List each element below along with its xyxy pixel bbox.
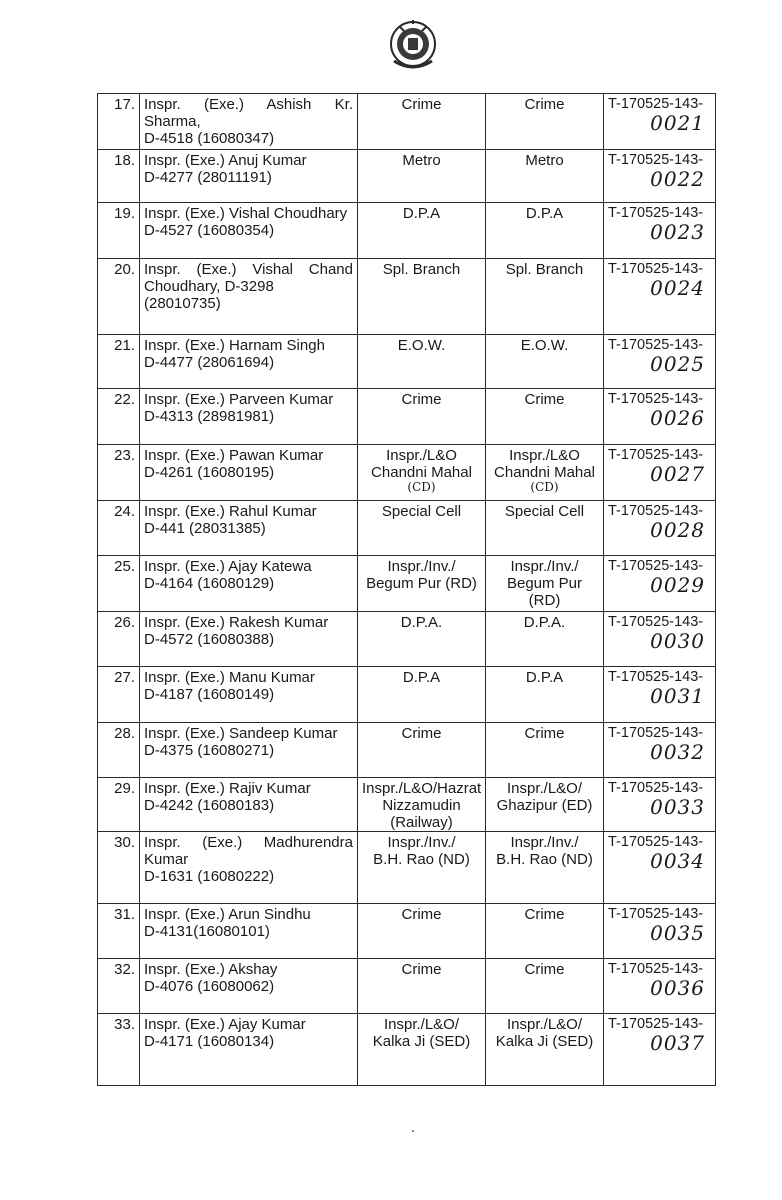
officer-id: Kumar D-1631 (16080222) <box>144 851 275 885</box>
officer-cell <box>140 778 358 832</box>
order-number-printed: T-170525-143- <box>608 503 704 519</box>
serial-number-cell: 17. <box>98 94 140 150</box>
order-number-cell <box>604 832 716 904</box>
new-posting: D.P.A <box>525 669 564 686</box>
officer-id: D-4242 (16080183) <box>144 797 275 814</box>
officer-name: Inspr. (Exe.) Madhurendra <box>144 834 353 851</box>
new-posting: D.P.A <box>525 205 564 222</box>
new-posting-cell <box>486 556 604 612</box>
officer-cell <box>140 150 358 203</box>
present-posting: Inspr./L&O/ Kalka Ji (SED) <box>372 1016 471 1050</box>
officer-name: Inspr. (Exe.) Akshay <box>144 961 278 978</box>
order-number-cell <box>604 556 716 612</box>
transfer-roster-table <box>97 93 716 1086</box>
order-number-handwritten: 0032 <box>650 740 705 764</box>
present-posting: Inspr./L&O Chandni Mahal <box>371 447 472 481</box>
serial-number-cell: 24. <box>98 501 140 556</box>
table-row <box>98 501 716 556</box>
new-posting: Crime <box>524 96 565 113</box>
officer-name: Inspr. (Exe.) Rahul Kumar <box>144 503 317 520</box>
order-number-cell <box>604 723 716 778</box>
new-posting-cell <box>486 778 604 832</box>
new-posting: Crime <box>524 725 565 742</box>
order-number-printed: T-170525-143- <box>608 780 704 796</box>
serial-number-cell: 32. <box>98 959 140 1014</box>
table-row <box>98 832 716 904</box>
order-number-handwritten: 0029 <box>650 573 705 597</box>
table-row <box>98 259 716 335</box>
present-posting: Inspr./Inv./ Begum Pur (RD) <box>366 558 477 592</box>
order-number-printed: T-170525-143- <box>608 961 704 977</box>
serial-number-cell: 22. <box>98 389 140 445</box>
officer-id: Choudhary, D-3298 (28010735) <box>144 278 274 312</box>
present-posting-cell <box>358 723 486 778</box>
order-number-printed: T-170525-143- <box>608 614 704 630</box>
new-posting-cell <box>486 904 604 959</box>
present-posting: Crime <box>401 961 442 978</box>
order-number-handwritten: 0025 <box>650 352 705 376</box>
officer-id: D-4076 (16080062) <box>144 978 275 995</box>
order-number-cell <box>604 778 716 832</box>
order-number-cell <box>604 94 716 150</box>
new-posting: Inspr./Inv./ B.H. Rao (ND) <box>496 834 593 868</box>
present-posting: Metro <box>402 152 441 169</box>
present-posting-cell <box>358 335 486 389</box>
officer-id: D-4171 (16080134) <box>144 1033 275 1050</box>
order-number-printed: T-170525-143- <box>608 96 704 112</box>
new-posting: Spl. Branch <box>505 261 584 278</box>
table-row <box>98 778 716 832</box>
serial-number-cell: 28. <box>98 723 140 778</box>
order-number-cell <box>604 501 716 556</box>
new-posting-cell <box>486 335 604 389</box>
present-posting-cell <box>358 501 486 556</box>
new-posting-cell <box>486 612 604 667</box>
table-row <box>98 959 716 1014</box>
serial-number-cell: 27. <box>98 667 140 723</box>
handwritten-note: (CD) <box>407 480 436 494</box>
present-posting-cell <box>358 612 486 667</box>
new-posting: E.O.W. <box>520 337 569 354</box>
officer-name: Inspr. (Exe.) Manu Kumar <box>144 669 315 686</box>
table-row <box>98 612 716 667</box>
officer-id: D-4131(16080101) <box>144 923 270 940</box>
officer-cell <box>140 723 358 778</box>
officer-name: Inspr. (Exe.) Rajiv Kumar <box>144 780 311 797</box>
officer-cell <box>140 959 358 1014</box>
new-posting: Inspr./Inv./ Begum Pur (RD) <box>506 558 583 609</box>
order-number-printed: T-170525-143- <box>608 391 704 407</box>
officer-id: Sharma, D-4518 (16080347) <box>144 113 275 147</box>
new-posting: Special Cell <box>504 503 585 520</box>
present-posting-cell <box>358 203 486 259</box>
table-row <box>98 389 716 445</box>
delhi-police-emblem-icon <box>384 17 442 75</box>
order-number-cell <box>604 959 716 1014</box>
officer-name: Inspr. (Exe.) Rakesh Kumar <box>144 614 329 631</box>
handwritten-note: (CD) <box>530 480 559 494</box>
officer-name: Inspr. (Exe.) Vishal Chand <box>144 261 353 278</box>
new-posting: Inspr./L&O/ Ghazipur (ED) <box>496 780 593 814</box>
officer-cell <box>140 612 358 667</box>
order-number-handwritten: 0036 <box>650 976 705 1000</box>
table-row <box>98 335 716 389</box>
order-number-cell <box>604 259 716 335</box>
present-posting: D.P.A <box>402 669 441 686</box>
new-posting-cell <box>486 501 604 556</box>
present-posting-cell <box>358 445 486 501</box>
new-posting: Inspr./L&O Chandni Mahal <box>494 447 595 481</box>
officer-cell <box>140 667 358 723</box>
new-posting-cell <box>486 259 604 335</box>
officer-cell <box>140 904 358 959</box>
table-row <box>98 94 716 150</box>
order-number-cell <box>604 203 716 259</box>
officer-cell <box>140 1014 358 1086</box>
new-posting-cell <box>486 150 604 203</box>
order-number-handwritten: 0030 <box>650 629 705 653</box>
officer-name: Inspr. (Exe.) Sandeep Kumar <box>144 725 338 742</box>
order-number-handwritten: 0026 <box>650 406 705 430</box>
new-posting: Crime <box>524 391 565 408</box>
present-posting-cell <box>358 667 486 723</box>
order-number-cell <box>604 445 716 501</box>
serial-number-cell: 31. <box>98 904 140 959</box>
order-number-cell <box>604 667 716 723</box>
order-number-printed: T-170525-143- <box>608 447 704 463</box>
order-number-handwritten: 0035 <box>650 921 705 945</box>
present-posting-cell <box>358 556 486 612</box>
new-posting-cell <box>486 667 604 723</box>
new-posting-cell <box>486 723 604 778</box>
serial-number-cell: 20. <box>98 259 140 335</box>
order-number-printed: T-170525-143- <box>608 558 704 574</box>
present-posting-cell <box>358 904 486 959</box>
serial-number-cell: 19. <box>98 203 140 259</box>
officer-id: D-4277 (28011191) <box>144 169 272 186</box>
officer-id: D-4187 (16080149) <box>144 686 275 703</box>
present-posting: D.P.A. <box>400 614 443 631</box>
present-posting-cell <box>358 778 486 832</box>
order-number-cell <box>604 150 716 203</box>
officer-cell <box>140 556 358 612</box>
new-posting: Crime <box>524 906 565 923</box>
order-number-printed: T-170525-143- <box>608 834 704 850</box>
new-posting-cell <box>486 1014 604 1086</box>
present-posting: Spl. Branch <box>382 261 461 278</box>
table-row <box>98 203 716 259</box>
officer-id: D-4477 (28061694) <box>144 354 275 371</box>
present-posting: Crime <box>401 906 442 923</box>
scan-speck <box>412 1130 414 1132</box>
order-number-handwritten: 0024 <box>650 276 705 300</box>
officer-cell <box>140 445 358 501</box>
order-number-cell <box>604 335 716 389</box>
table-row <box>98 150 716 203</box>
table-row <box>98 1014 716 1086</box>
present-posting-cell <box>358 959 486 1014</box>
order-number-printed: T-170525-143- <box>608 261 704 277</box>
officer-id: D-4313 (28981981) <box>144 408 275 425</box>
officer-id: D-4527 (16080354) <box>144 222 275 239</box>
present-posting-cell <box>358 832 486 904</box>
serial-number-cell: 26. <box>98 612 140 667</box>
order-number-handwritten: 0027 <box>650 462 705 486</box>
table-row <box>98 904 716 959</box>
order-number-handwritten: 0022 <box>650 167 705 191</box>
present-posting-cell <box>358 1014 486 1086</box>
table-row <box>98 667 716 723</box>
new-posting: Metro <box>525 152 564 169</box>
new-posting: Crime <box>524 961 565 978</box>
order-number-cell <box>604 612 716 667</box>
officer-name: Inspr. (Exe.) Parveen Kumar <box>144 391 334 408</box>
order-number-handwritten: 0031 <box>650 684 705 708</box>
serial-number-cell: 29. <box>98 778 140 832</box>
order-number-handwritten: 0023 <box>650 220 705 244</box>
new-posting-cell <box>486 832 604 904</box>
table-row <box>98 556 716 612</box>
officer-name: Inspr. (Exe.) Harnam Singh <box>144 337 325 354</box>
officer-name: Inspr. (Exe.) Ajay Kumar <box>144 1016 306 1033</box>
officer-id: D-4261 (16080195) <box>144 464 275 481</box>
officer-id: D-4375 (16080271) <box>144 742 275 759</box>
officer-id: D-441 (28031385) <box>144 520 266 537</box>
order-number-printed: T-170525-143- <box>608 725 704 741</box>
present-posting-cell <box>358 259 486 335</box>
new-posting: D.P.A. <box>523 614 566 631</box>
new-posting: Inspr./L&O/ Kalka Ji (SED) <box>495 1016 594 1050</box>
present-posting-cell <box>358 150 486 203</box>
officer-cell <box>140 501 358 556</box>
order-number-cell <box>604 1014 716 1086</box>
new-posting-cell <box>486 959 604 1014</box>
new-posting-cell <box>486 389 604 445</box>
order-number-printed: T-170525-143- <box>608 906 704 922</box>
present-posting: Special Cell <box>381 503 462 520</box>
roster-body <box>98 94 716 1086</box>
present-posting: Inspr./Inv./ B.H. Rao (ND) <box>373 834 470 868</box>
order-number-cell <box>604 904 716 959</box>
table-row <box>98 445 716 501</box>
present-posting: Crime <box>401 725 442 742</box>
order-number-handwritten: 0028 <box>650 518 705 542</box>
present-posting-cell <box>358 94 486 150</box>
order-number-handwritten: 0034 <box>650 849 705 873</box>
new-posting-cell <box>486 203 604 259</box>
officer-name: Inspr. (Exe.) Arun Sindhu <box>144 906 311 923</box>
officer-cell <box>140 259 358 335</box>
order-number-printed: T-170525-143- <box>608 1016 704 1032</box>
officer-name: Inspr. (Exe.) Ajay Katewa <box>144 558 312 575</box>
officer-name: Inspr. (Exe.) Anuj Kumar <box>144 152 307 169</box>
new-posting-cell <box>486 445 604 501</box>
officer-cell <box>140 203 358 259</box>
present-posting: Crime <box>401 96 442 113</box>
order-number-cell <box>604 389 716 445</box>
officer-cell <box>140 832 358 904</box>
serial-number-cell: 30. <box>98 832 140 904</box>
present-posting: Inspr./L&O/Hazrat Nizzamudin (Railway) <box>362 780 482 831</box>
officer-name: Inspr. (Exe.) Ashish Kr. <box>144 96 353 113</box>
serial-number-cell: 18. <box>98 150 140 203</box>
order-number-handwritten: 0037 <box>650 1031 705 1055</box>
officer-id: D-4164 (16080129) <box>144 575 275 592</box>
serial-number-cell: 33. <box>98 1014 140 1086</box>
present-posting-cell <box>358 389 486 445</box>
officer-cell <box>140 389 358 445</box>
serial-number-cell: 21. <box>98 335 140 389</box>
order-number-handwritten: 0021 <box>650 111 705 135</box>
officer-cell <box>140 94 358 150</box>
serial-number-cell: 25. <box>98 556 140 612</box>
present-posting: Crime <box>401 391 442 408</box>
officer-id: D-4572 (16080388) <box>144 631 275 648</box>
order-number-handwritten: 0033 <box>650 795 705 819</box>
new-posting-cell <box>486 94 604 150</box>
order-number-printed: T-170525-143- <box>608 669 704 685</box>
order-number-printed: T-170525-143- <box>608 205 704 221</box>
officer-name: Inspr. (Exe.) Pawan Kumar <box>144 447 324 464</box>
officer-name: Inspr. (Exe.) Vishal Choudhary <box>144 205 348 222</box>
present-posting: D.P.A <box>402 205 441 222</box>
order-number-printed: T-170525-143- <box>608 337 704 353</box>
serial-number-cell: 23. <box>98 445 140 501</box>
order-number-printed: T-170525-143- <box>608 152 704 168</box>
present-posting: E.O.W. <box>397 337 446 354</box>
table-row <box>98 723 716 778</box>
officer-cell <box>140 335 358 389</box>
